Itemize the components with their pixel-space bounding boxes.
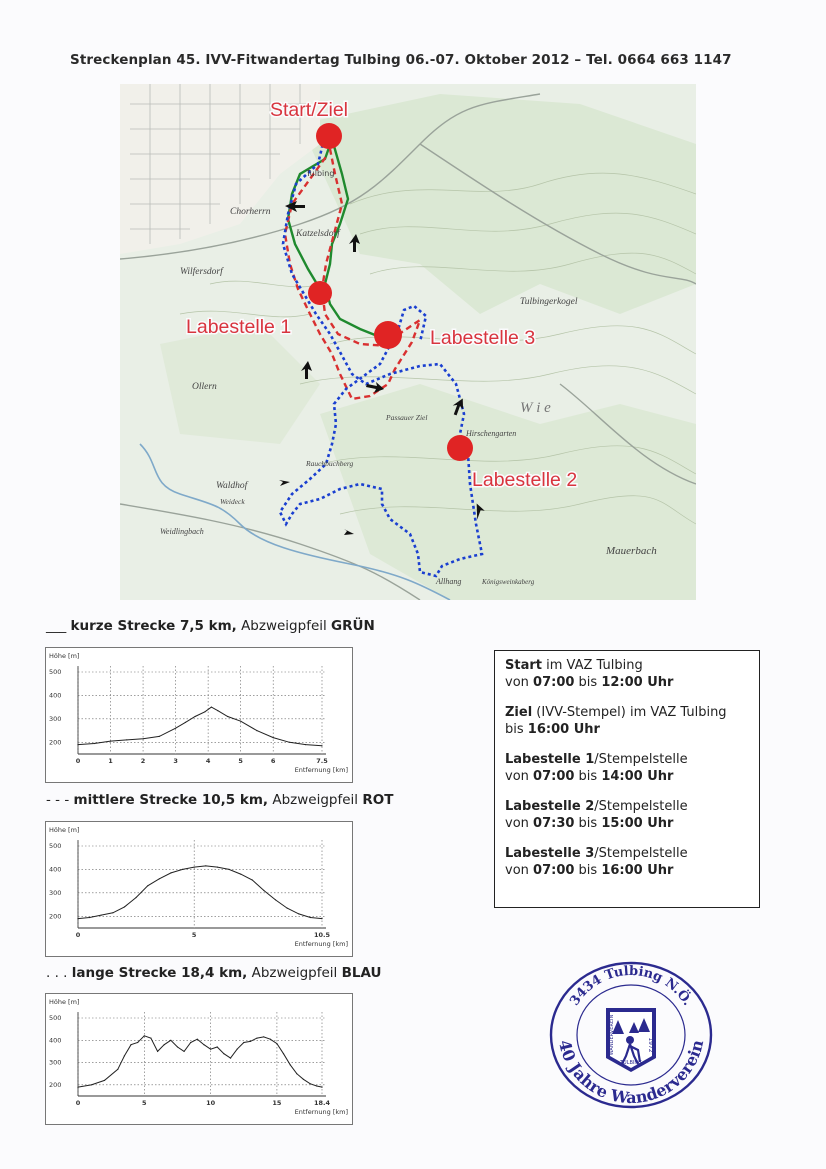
info-l2-type: /Stempelstelle <box>594 799 688 814</box>
chart-point <box>228 869 229 870</box>
chart-ytick-label: 500 <box>49 1014 62 1022</box>
chart-xlabel: Entfernung [km] <box>294 766 348 774</box>
route-map[interactable] <box>120 84 696 600</box>
chart-point <box>287 908 288 909</box>
info-start-from: 07:00 <box>533 675 575 690</box>
chart-point <box>270 1039 271 1040</box>
chart-point <box>124 1055 125 1056</box>
info-l3-from-label: von <box>505 863 534 878</box>
chart-ytick-label: 400 <box>49 1036 62 1045</box>
chart-xtick-label: 5 <box>238 757 243 765</box>
chart-ytick-label: 300 <box>49 888 62 897</box>
place-waldhof: Waldhof <box>216 481 248 491</box>
chart-point <box>159 736 160 737</box>
chart-point <box>296 1073 297 1074</box>
stamp-top-text: 3434 Tulbing N.Ö. <box>567 963 695 1009</box>
stamp-bottom-text: 40 Jahre Wanderverein <box>554 1037 708 1108</box>
hiker-icon <box>626 1036 634 1044</box>
chart-ytick-label: 400 <box>49 691 62 700</box>
chart-point <box>217 867 218 868</box>
info-l3-label: Labestelle 3 <box>505 846 595 861</box>
chart-xtick-label: 0 <box>75 757 81 765</box>
chart-point <box>283 1053 284 1054</box>
station-labestelle2-label: Labestelle 2 <box>472 469 578 491</box>
chart-point <box>185 722 186 723</box>
chart-xtick-label: 0 <box>75 1099 81 1107</box>
info-ziel <box>505 704 759 738</box>
place-chorherrn: Chorherrn <box>230 207 271 217</box>
info-start-location: im VAZ Tulbing <box>541 658 643 673</box>
stamp-inner-bottom: TULBING <box>619 1060 643 1066</box>
chart-ytick-label: 200 <box>49 912 62 921</box>
info-labestelle2 <box>505 798 759 832</box>
chart-point <box>143 738 144 739</box>
chart-point <box>243 1042 244 1043</box>
chart-ytick-label: 500 <box>49 668 62 676</box>
place-ollern: Ollern <box>192 382 217 392</box>
chart-point <box>164 1044 165 1045</box>
place-allhang: Allhang <box>436 577 462 586</box>
chart-xtick-label: 4 <box>205 757 211 765</box>
chart-xlabel: Entfernung [km] <box>294 940 348 948</box>
chart-point <box>177 1046 178 1047</box>
station-labestelle1-marker[interactable] <box>308 281 332 305</box>
route-long-title: lange Strecke 18,4 km, <box>71 965 248 981</box>
chart-point <box>190 1042 191 1043</box>
info-ziel-label: Ziel <box>505 705 533 720</box>
chart-point <box>159 878 160 879</box>
route-medium-prefix: - - - <box>46 792 70 808</box>
chart-point <box>289 742 290 743</box>
chart-xtick-label: 15 <box>272 1099 282 1107</box>
chart-point <box>263 1036 264 1037</box>
info-ziel-until-label: bis <box>505 722 528 737</box>
chart-point <box>112 912 113 913</box>
stamp-inner-left: WANDERVEREIN <box>609 1014 615 1056</box>
chart-point <box>310 1083 311 1084</box>
elevation-profile-long <box>45 993 353 1125</box>
info-l2-to-label: bis <box>574 816 602 831</box>
info-l1-from: 07:00 <box>533 769 575 784</box>
route-long-arrow-text: Abzweigpfeil <box>251 965 338 981</box>
place-rauchbuchberg: Rauchbuchberg <box>306 459 354 468</box>
chart-elevation-line <box>78 1036 322 1087</box>
info-l1-to: 14:00 Uhr <box>601 769 674 784</box>
route-medium-color: ROT <box>362 792 394 808</box>
info-start <box>505 657 759 691</box>
chart-ytick-label: 500 <box>49 842 62 850</box>
chart-ytick-label: 300 <box>49 714 62 723</box>
chart-point <box>77 918 78 919</box>
chart-point <box>252 879 253 880</box>
chart-xtick-label: 5 <box>191 931 197 939</box>
chart-xtick-label: 7.5 <box>316 757 328 765</box>
chart-point <box>104 1080 105 1081</box>
chart-point <box>276 1043 277 1044</box>
route-medium-title: mittlere Strecke 10,5 km, <box>73 792 269 808</box>
chart-point <box>250 1041 251 1042</box>
route-medium-arrow-text: Abzweigpfeil <box>272 792 359 808</box>
chart-point <box>170 1040 171 1041</box>
stamp-emblem <box>606 1008 656 1072</box>
elevation-profile-short <box>45 647 353 783</box>
place-passauer-ziel: Passauer Ziel <box>386 413 428 422</box>
chart-elevation-line <box>78 707 322 746</box>
chart-xtick-label: 2 <box>140 757 146 765</box>
info-box <box>494 650 760 908</box>
info-start-from-label: von <box>505 675 534 690</box>
chart-point <box>211 707 212 708</box>
chart-ytick-label: 300 <box>49 1058 62 1067</box>
info-ziel-until: 16:00 Uhr <box>527 722 600 737</box>
chart-point <box>144 1035 145 1036</box>
route-short-prefix: ___ <box>46 618 67 634</box>
chart-point <box>77 744 78 745</box>
chart-point <box>147 885 148 886</box>
station-start-label: Start/Ziel <box>270 99 349 121</box>
chart-xtick-label: 5 <box>142 1099 147 1107</box>
info-l2-label: Labestelle 2 <box>505 799 595 814</box>
chart-xlabel: Entfernung [km] <box>294 1108 348 1116</box>
chart-point <box>194 867 195 868</box>
place-wilfersdorf: Wilfersdorf <box>180 267 223 277</box>
club-stamp <box>548 960 714 1110</box>
chart-point <box>130 1044 131 1045</box>
chart-point <box>275 899 276 900</box>
route-short-title: kurze Strecke 7,5 km, <box>70 618 237 634</box>
chart-xtick-label: 10.5 <box>313 931 331 939</box>
chart-point <box>305 744 306 745</box>
route-short-arrow-text: Abzweigpfeil <box>241 618 327 634</box>
station-labestelle3-label: Labestelle 3 <box>430 327 536 349</box>
chart-elevation-line <box>78 866 322 919</box>
place-katzelsdorf: Katzelsdorf <box>296 229 340 239</box>
station-labestelle1-label: Labestelle 1 <box>186 316 292 338</box>
info-labestelle3 <box>505 845 759 879</box>
chart-xtick-label: 10 <box>206 1099 216 1107</box>
info-l2-from-label: von <box>505 816 534 831</box>
chart-point <box>223 1053 224 1054</box>
info-l2-to: 15:00 Uhr <box>601 816 674 831</box>
chart-point <box>124 906 125 907</box>
station-labestelle2-marker[interactable] <box>447 435 473 461</box>
place-mauerbach: Mauerbach <box>606 545 657 557</box>
chart-point <box>89 917 90 918</box>
chart-point <box>210 1049 211 1050</box>
chart-point <box>237 1049 238 1050</box>
chart-point <box>321 918 322 919</box>
chart-point <box>91 1084 92 1085</box>
chart-point <box>298 913 299 914</box>
chart-point <box>195 716 196 717</box>
chart-point <box>316 1085 317 1086</box>
route-long-legend <box>46 965 381 981</box>
chart-point <box>204 711 205 712</box>
place-weideck: Weideck <box>220 497 245 506</box>
chart-point <box>230 1058 231 1059</box>
info-l2-from: 07:30 <box>533 816 575 831</box>
chart-ytick-label: 200 <box>49 738 62 747</box>
elevation-profile-medium <box>45 821 353 957</box>
info-l1-label: Labestelle 1 <box>505 752 595 767</box>
chart-point <box>256 1038 257 1039</box>
place-koenigsweinkaberg: Königsweinkaberg <box>482 578 535 586</box>
chart-xtick-label: 18.4 <box>313 1099 331 1107</box>
chart-point <box>240 721 241 722</box>
station-labestelle3-marker[interactable] <box>374 321 402 349</box>
chart-point <box>197 1039 198 1040</box>
route-short-color: GRÜN <box>331 618 375 634</box>
chart-point <box>175 728 176 729</box>
chart-point <box>77 1087 78 1088</box>
chart-point <box>217 1046 218 1047</box>
stamp-inner-right: 1972 <box>647 1037 654 1053</box>
chart-xtick-label: 1 <box>108 757 113 765</box>
info-l3-from: 07:00 <box>533 863 575 878</box>
info-l1-to-label: bis <box>574 769 602 784</box>
info-labestelle1 <box>505 751 759 785</box>
chart-point <box>205 865 206 866</box>
chart-point <box>273 737 274 738</box>
info-start-label: Start <box>505 658 542 673</box>
info-l3-to: 16:00 Uhr <box>601 863 674 878</box>
page-title: Streckenplan 45. IVV-Fitwandertag Tulbing 06.-07. Oktober 2012 – Tel. 0664 663 1147 <box>70 52 732 68</box>
chart-point <box>101 915 102 916</box>
chart-point <box>256 730 257 731</box>
place-hirschengarten: Hirschengarten <box>466 429 517 438</box>
info-start-to-label: bis <box>574 675 602 690</box>
chart-ylabel: Höhe [m] <box>49 826 80 834</box>
chart-point <box>126 739 127 740</box>
chart-point <box>203 1044 204 1045</box>
chart-point <box>263 890 264 891</box>
chart-point <box>303 1079 304 1080</box>
station-start-marker[interactable] <box>316 123 342 149</box>
chart-xtick-label: 3 <box>173 757 178 765</box>
info-l3-to-label: bis <box>574 863 602 878</box>
chart-point <box>182 869 183 870</box>
info-l1-from-label: von <box>505 769 534 784</box>
route-short-legend <box>46 618 375 634</box>
place-tulbingerkogel: Tulbingerkogel <box>520 297 578 307</box>
chart-point <box>321 1087 322 1088</box>
chart-point <box>150 1038 151 1039</box>
chart-point <box>117 1069 118 1070</box>
chart-xtick-label: 0 <box>75 931 81 939</box>
place-tulbing: Tulbing <box>306 169 335 178</box>
chart-point <box>110 741 111 742</box>
chart-ylabel: Höhe [m] <box>49 652 80 660</box>
route-long-prefix: . . . <box>46 965 68 981</box>
chart-point <box>137 1042 138 1043</box>
info-ziel-location: (IVV-Stempel) im VAZ Tulbing <box>532 705 727 720</box>
chart-point <box>157 1051 158 1052</box>
chart-point <box>290 1064 291 1065</box>
chart-point <box>136 897 137 898</box>
chart-point <box>240 874 241 875</box>
chart-point <box>184 1051 185 1052</box>
info-start-to: 12:00 Uhr <box>601 675 674 690</box>
chart-point <box>170 872 171 873</box>
place-wienerwald: W i e <box>520 400 551 416</box>
place-weidlingbach: Weidlingbach <box>160 527 204 536</box>
chart-point <box>217 710 218 711</box>
chart-ytick-label: 200 <box>49 1080 62 1089</box>
chart-point <box>227 716 228 717</box>
route-medium-legend <box>46 792 393 808</box>
chart-point <box>310 917 311 918</box>
chart-ytick-label: 400 <box>49 865 62 874</box>
chart-point <box>321 745 322 746</box>
info-l3-type: /Stempelstelle <box>594 846 688 861</box>
chart-xtick-label: 6 <box>270 757 276 765</box>
chart-ylabel: Höhe [m] <box>49 998 80 1006</box>
info-l1-type: /Stempelstelle <box>594 752 688 767</box>
route-long-color: BLAU <box>341 965 382 981</box>
chart-point <box>94 743 95 744</box>
